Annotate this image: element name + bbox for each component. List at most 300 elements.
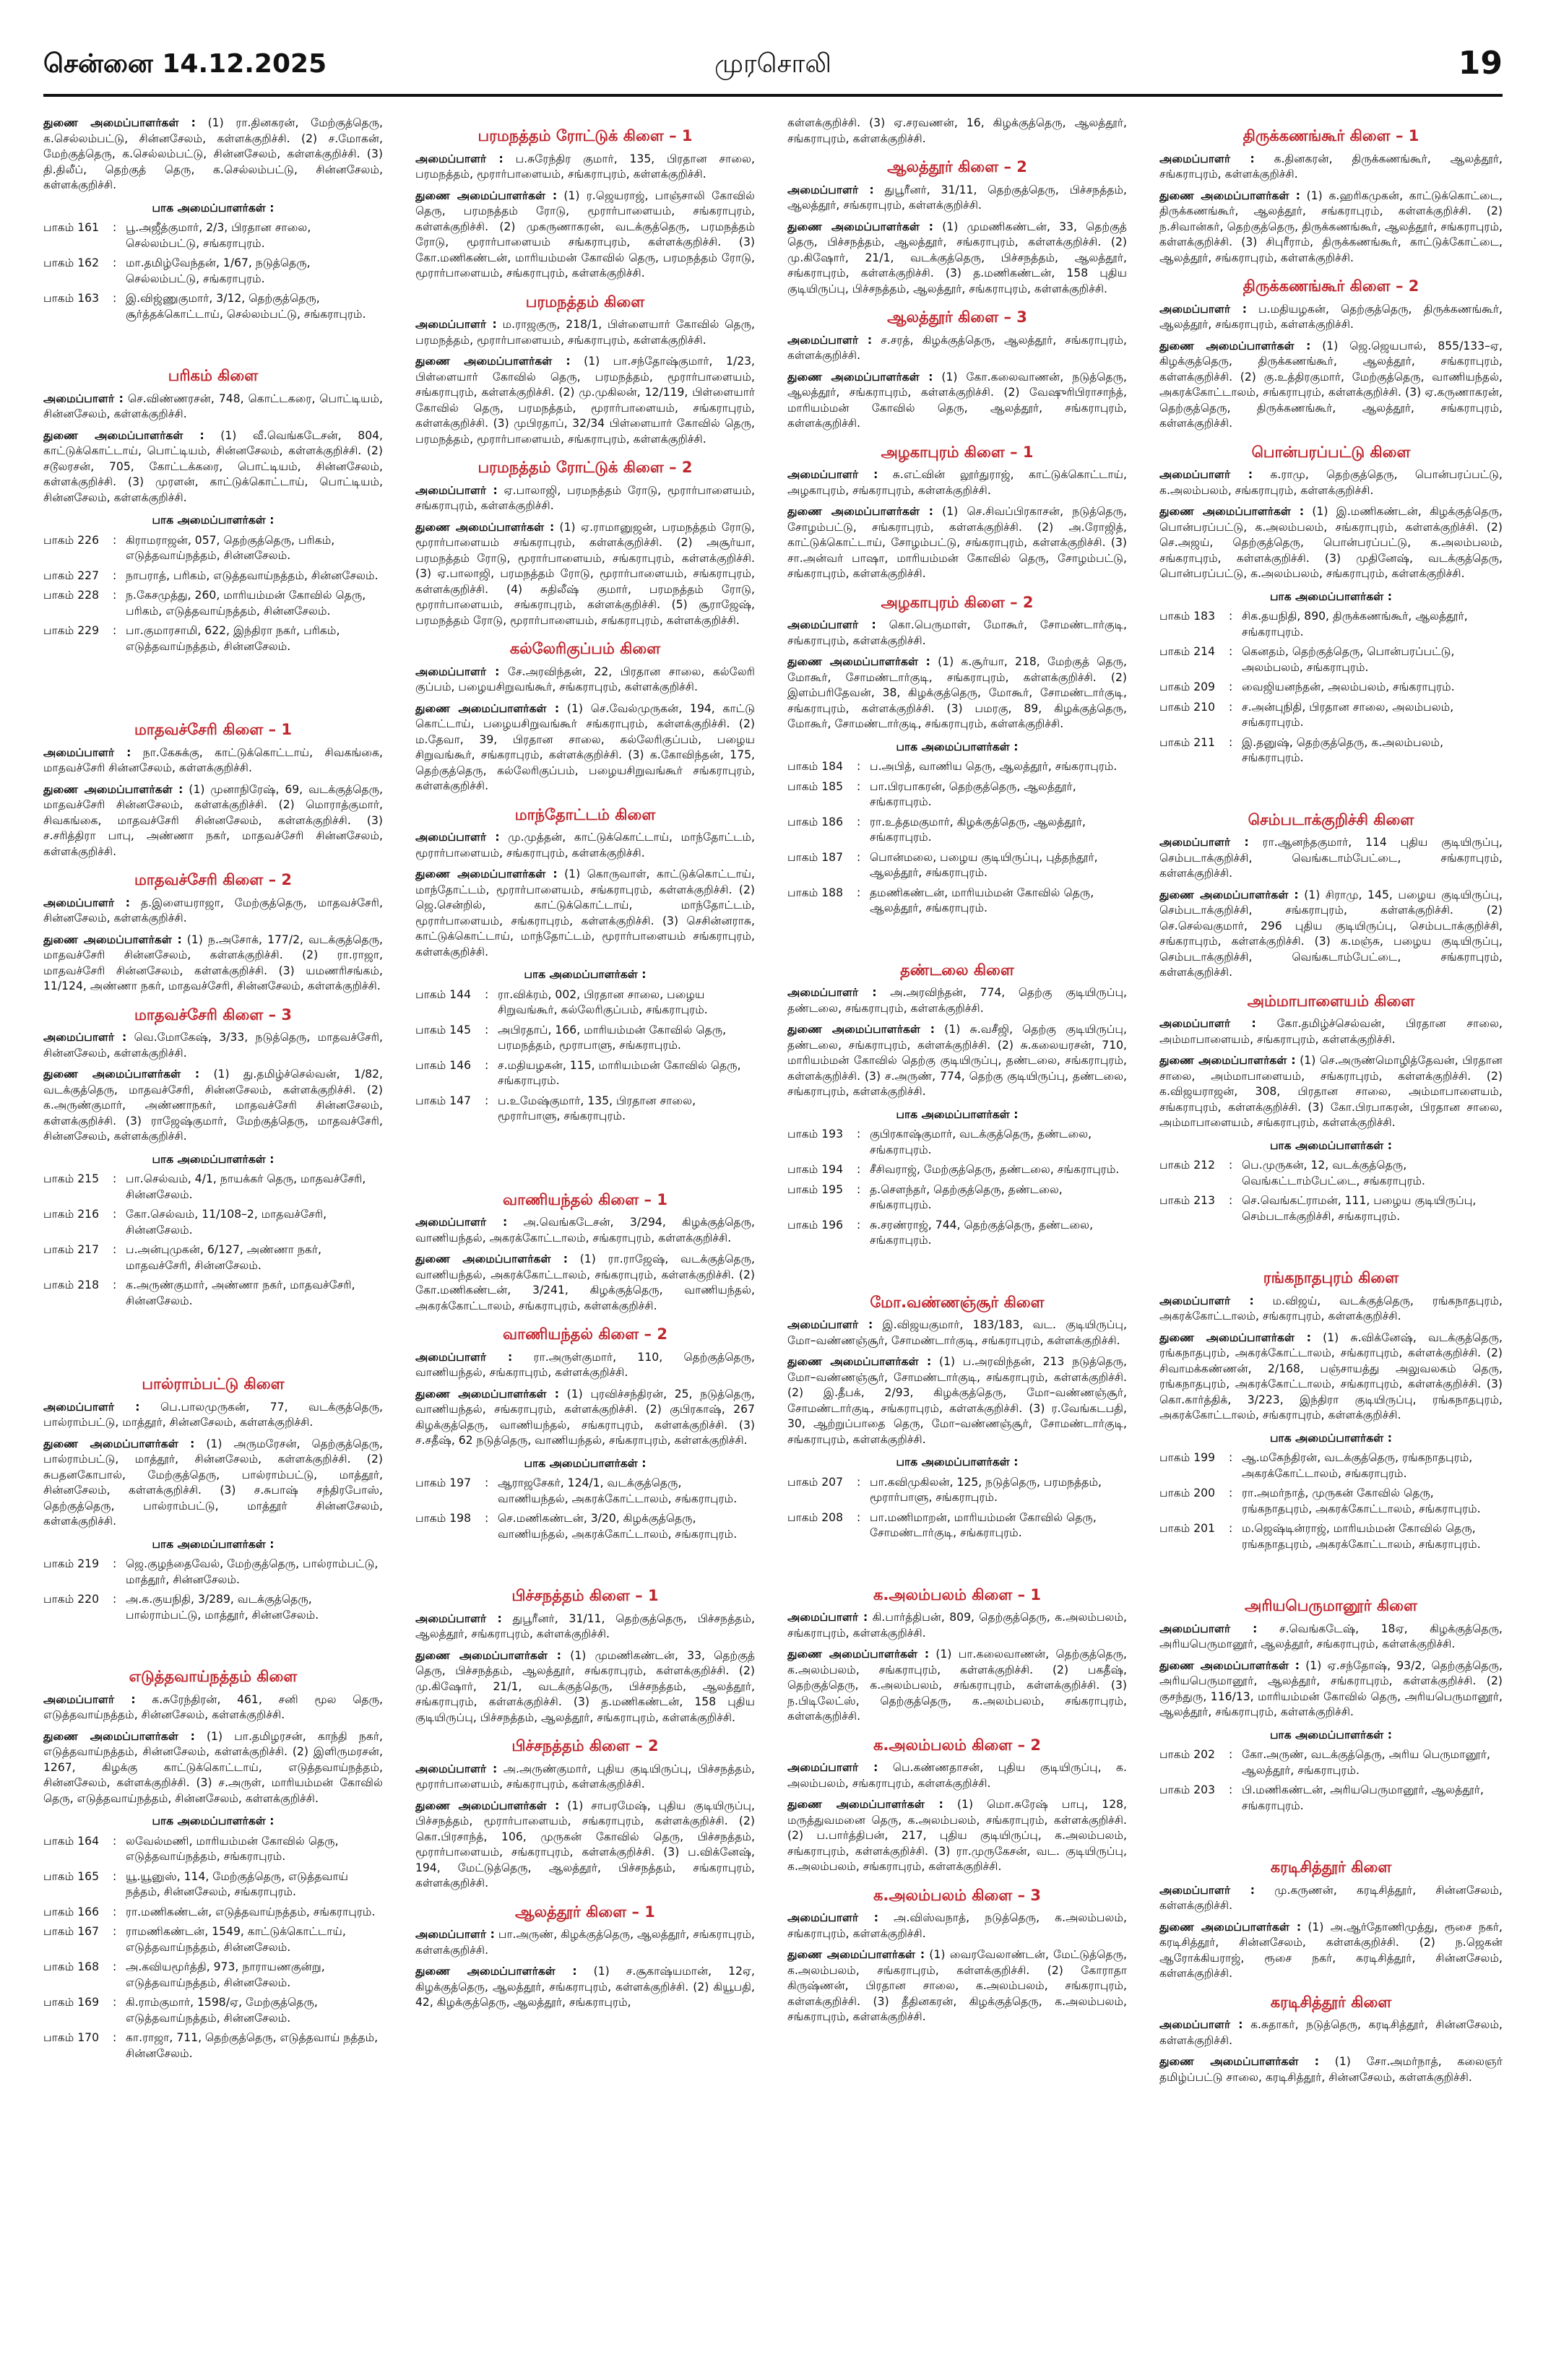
booth-row (1159, 609, 1503, 640)
role-label: துணை அமைப்பாளர்கள் : (787, 1648, 930, 1661)
booth-number: பாகம் 164 (43, 1834, 99, 1848)
role-label: துணை அமைப்பாளர்கள் : (43, 1437, 195, 1450)
role-label: அமைப்பாளர் : (787, 1911, 879, 1924)
section-subheading: பாக அமைப்பாளர்கள் : (1269, 1431, 1393, 1445)
booth-number: பாகம் 218 (43, 1278, 99, 1291)
booth-number: பாகம் 188 (787, 886, 843, 899)
role-label: துணை அமைப்பாளர்கள் : (1159, 1054, 1296, 1067)
booth-number: பாகம் 145 (415, 1023, 471, 1037)
branch-heading: எடுத்தவாய்நத்தம் கிளை (129, 1668, 298, 1685)
member-details: (1) அ.ஆர்தோணிமுத்து, ரூசை நகர், கரடிசித்தூர், சின்னசேலம், கள்ளக்குறிச்சி. (2) ந.ஜெகன் ஆரோக்கியராஜ், ரூசை நகர், கரடிசித்தூர், சின்னசேலம், கள்ளக்குறிச்சி. (1159, 1920, 1503, 1980)
role-label: அமைப்பாளர் : (787, 333, 873, 347)
member-entry (43, 1729, 383, 1807)
role-label: துணை அமைப்பாளர்கள் : (1159, 1330, 1311, 1344)
booth-details: ம.ஜெஷ்டின்ராஜ், மாரியம்மன் கோவில் தெரு, ரங்கநாதபுரம், அகரக்கோட்டாலம், சங்கராபுரம். (1242, 1522, 1481, 1551)
booth-row (1159, 680, 1503, 696)
role-label: துணை அமைப்பாளர்கள் : (415, 520, 555, 534)
member-details: மு.முத்தன், காட்டுக்கொட்டாய், மாந்தோட்டம், மூரார்பாளையம், சங்கராபுரம், கள்ளக்குறிச்சி. (415, 831, 755, 860)
booth-number: பாகம் 167 (43, 1925, 99, 1938)
branch-heading: பரமநத்தம் கிளை (525, 293, 645, 311)
booth-details: பூ.அஜீத்குமார், 2/3, பிரதான சாலை, செல்லம்பட்டு, சங்கராபுரம். (126, 221, 311, 250)
booth-row (787, 1510, 1127, 1541)
separator: : (113, 1208, 117, 1221)
role-label: அமைப்பாளர் : (1159, 836, 1249, 849)
role-label: துணை அமைப்பாளர்கள் : (43, 1068, 200, 1081)
booth-number: பாகம் 210 (1159, 700, 1215, 714)
booth-number: பாகம் 213 (1159, 1194, 1215, 1207)
booth-number: பாகம் 220 (43, 1593, 99, 1606)
member-details: க.தினகரன், திருக்கணங்கூர், ஆலத்தூர், சங்கராபுரம், கள்ளக்குறிச்சி. (1159, 152, 1503, 181)
member-details: துபூரீனர், 31/11, தெற்குத்தெரு, பிச்சநத்தம், ஆலத்தூர், சங்கராபுரம், கள்ளக்குறிச்சி. (787, 183, 1127, 212)
member-entry (415, 1799, 755, 1892)
separator: : (857, 1163, 861, 1176)
branch-heading: மாந்தோட்டம் கிளை (514, 805, 656, 823)
booth-row (415, 1476, 755, 1507)
role-label: அமைப்பாளர் : (1159, 2018, 1243, 2031)
member-entry (1159, 467, 1503, 498)
booth-details: பா.குமாரசாமி, 622, இந்திரா நகர், பரிகம், எடுத்தவாய்நத்தம், சின்னசேலம். (126, 624, 340, 653)
member-entry (787, 1610, 1127, 1641)
member-details: (1) ஏ.சந்தோஷ், 93/2, தெற்குத்தெரு, அரியபெருமானூர், ஆலத்தூர், சங்கராபுரம், கள்ளக்குறிச்சி. (2) குசந்துரு, 116/13, மாரியம்மன் கோவில் தெரு, அரியபெருமானூர், ஆலத்தூர், சங்கராபுரம், கள்ளக்குறிச்சி. (1159, 1658, 1503, 1718)
booth-row (1159, 1521, 1503, 1552)
separator: : (485, 1058, 489, 1072)
spacer (43, 659, 383, 709)
member-details: இ.விஜயகுமார், 183/183, வட. குடியிருப்பு, மோ–வண்ணஞ்சூர், சோமண்டார்குடி, சங்கராபுரம், கள்ளக்குறிச்சி. (787, 1318, 1127, 1347)
branch-heading: மாதவச்சேரி கிளை – 2 (134, 871, 292, 888)
spacer (415, 1129, 755, 1180)
booth-row (787, 1162, 1127, 1178)
member-details: (1) செ.சிவப்பிரகாசன், நடுத்தெரு, சோழம்பட்டு, சங்கராபுரம், கள்ளக்குறிச்சி. (2) அ.ரோஜித், காட்டுக்கொட்டாய், சோழம்பட்டு, சங்கராபுரம், கள்ளக்குறிச்சி. (3) சா.அன்வர் பாஷா, மாரியம்மன் கோவில் தெரு, சோழம்பட்டு, சங்கராபுரம், கள்ளக்குறிச்சி. (787, 505, 1127, 580)
booth-details: ரா.அமர்நாத், முருகன் கோவில் தெரு, ரங்கநாதபுரம், அகரக்கோட்டாலம், சங்கராபுரம். (1242, 1487, 1481, 1515)
booth-number: பாகம் 200 (1159, 1487, 1215, 1500)
booth-row (1159, 1158, 1503, 1189)
role-label: அமைப்பாளர் : (415, 152, 503, 165)
booth-number: பாகம் 169 (43, 1996, 99, 2009)
booth-details: ரா.உத்தமகுமார், கிழக்குத்தெரு, ஆலத்தூர், சங்கராபுரம். (870, 815, 1086, 844)
member-entry (1159, 189, 1503, 267)
role-label: துணை அமைப்பாளர்கள் : (1159, 189, 1300, 202)
booth-row (43, 1905, 383, 1921)
booth-details: அபிரதாப், 166, மாரியம்மன் கோவில் தெரு, பரமநத்தம், மூராபாளு, சங்கராபுரம். (498, 1023, 727, 1052)
role-label: அமைப்பாளர் : (787, 1318, 873, 1331)
member-details: (1) சோ.அமர்நாத், கலைஞர் தமிழ்ப்பட்டு சாலை, கரடிசித்தூர், சின்னசேலம், கள்ளக்குறிச்சி. (1159, 2055, 1503, 2084)
booth-number: பாகம் 215 (43, 1172, 99, 1185)
booth-row (43, 256, 383, 287)
booth-number: பாகம் 217 (43, 1243, 99, 1256)
booth-number: பாகம் 161 (43, 221, 99, 234)
member-details: த.இளையராஜா, மேற்குத்தெரு, மாதவச்சேரி, சின்னசேலம், கள்ளக்குறிச்சி. (43, 896, 383, 925)
separator: : (857, 850, 861, 864)
booth-row (415, 1511, 755, 1542)
member-entry (43, 391, 383, 423)
branch-heading: க.அலம்பலம் கிளை – 1 (873, 1585, 1042, 1604)
member-entry (1159, 1920, 1503, 1982)
booth-row (43, 1172, 383, 1203)
booth-number: பாகம் 163 (43, 292, 99, 305)
role-label: அமைப்பாளர் : (43, 1031, 127, 1044)
member-entry (415, 1927, 755, 1958)
booth-row (1159, 1783, 1503, 1814)
booth-details: ப.அபித், வாணிய தெரு, ஆலத்தூர், சங்கராபுரம். (870, 760, 1118, 773)
member-entry (43, 932, 383, 995)
member-entry (415, 189, 755, 282)
member-entry (787, 1797, 1127, 1875)
booth-details: இ.தனுஷ், தெற்குத்தெரு, க.அலம்பலம், சங்கராபுரம். (1242, 735, 1444, 764)
booth-row (43, 291, 383, 322)
member-details: துபூரீனர், 31/11, தெற்குத்தெரு, பிச்சநத்தம், ஆலத்தூர், சங்கராபுரம், கள்ளக்குறிச்சி. (415, 1611, 755, 1640)
separator: : (1229, 1487, 1233, 1500)
separator: : (857, 1510, 861, 1524)
member-details: (1) புரவிச்சந்திரன், 25, நடுத்தெரு, வாணியந்தல், சங்கராபுரம், கள்ளக்குறிச்சி. (2) குபிரகாஷ், 267 கிழக்குத்தெரு, வாணியந்தல், சங்கராபுரம், கள்ளக்குறிச்சி. (3) ச.சதீஷ், 62 நடுத்தெரு, வாணியந்தல், சங்கராபுரம், கள்ளக்குறிச்சி. (415, 1387, 755, 1447)
member-entry (43, 896, 383, 927)
role-label: துணை அமைப்பாளர்கள் : (415, 1387, 559, 1401)
section-subheading: பாக அமைப்பாளர்கள் : (1269, 1728, 1393, 1741)
member-entry (415, 1648, 755, 1726)
section-subheading: பாக அமைப்பாளர்கள் : (896, 1455, 1019, 1468)
member-details: (1) சாபரமேஷ், புதிய குடியிருப்பு, பிச்சநத்தம், மூரார்பாளையம், சங்கராபுரம், கள்ளக்குறிச்சி. (2) கொ.பிரசாந்த், 106, முருகன் கோவில் தெரு, பிச்சநத்தம், மூரார்பாளையம், சங்கராபுரம், கள்ளக்குறிச்சி. (3) ப.விக்னேஷ், 194, மேட்டுத்தெரு, ஆலத்தூர், பிச்சநத்தம், சங்கராபுரம், கள்ளக்குறிச்சி. (415, 1799, 755, 1890)
page-number: 19 (1458, 45, 1503, 82)
booth-number: பாகம் 185 (787, 779, 843, 793)
member-entry (1159, 835, 1503, 882)
booth-number: பாகம் 146 (415, 1058, 471, 1072)
member-entry (415, 520, 755, 629)
branch-heading: க.அலம்பலம் கிளை – 2 (873, 1736, 1042, 1754)
booth-number: பாகம் 229 (43, 624, 99, 637)
separator: : (857, 815, 861, 828)
role-label: துணை அமைப்பாளர்கள் : (43, 782, 183, 796)
member-entry (787, 1947, 1127, 2025)
booth-number: பாகம் 197 (415, 1476, 471, 1489)
separator: : (485, 1094, 489, 1107)
member-details: (1) இ.மணிகண்டன், கிழக்குத்தெரு, பொன்பரப்பட்டு, க.அலம்பலம், சங்கராபுரம், கள்ளக்குறிச்சி. (2) செ.அஜய், தெற்குத்தெரு, பொன்பரப்பட்டு, க.அலம்பலம், சங்கராபுரம், கள்ளக்குறிச்சி. (3) முதினேஷ், வடக்குத்தெரு, பொன்பரப்பட்டு, க.அலம்பலம், சங்கராபுரம், கள்ளக்குறிச்சி. (1159, 505, 1503, 580)
role-label: துணை அமைப்பாளர்கள் : (43, 116, 196, 129)
booth-number: பாகம் 199 (1159, 1451, 1215, 1464)
member-details: (1) சிராமு, 145, பழைய குடியிருப்பு, செம்படாக்குறிச்சி, சங்கராபுரம், கள்ளக்குறிச்சி. (2) செ.செல்வகுமார், 296 புதிய குடியிருப்பு, செம்படாக்குறிச்சி, சங்கராபுரம், கள்ளக்குறிச்சி. (3) க.மஞ்சு, பழைய குடியிருப்பு, செம்படாக்குறிச்சி, வெங்கடாம்பேட்டை, சங்கராபுரம், கள்ளக்குறிச்சி. (1159, 888, 1503, 979)
branch-heading: திருக்கணங்கூர் கிளை – 1 (1242, 127, 1419, 144)
separator: : (113, 221, 117, 234)
member-entry (415, 354, 755, 447)
member-entry (43, 745, 383, 776)
role-label: துணை அமைப்பாளர்கள் : (415, 1965, 577, 1978)
booth-details: ப.உமேஷ்குமார், 135, பிரதான சாலை, மூரார்பாளு, சங்கராபுரம். (498, 1094, 696, 1122)
branch-heading: வாணியந்தல் கிளை – 2 (503, 1325, 667, 1343)
member-entry (1159, 1658, 1503, 1721)
separator: : (113, 1925, 117, 1938)
member-details: கொ.பெருமாள், மோகூர், சோமண்டார்குடி, சங்கராபுரம், கள்ளக்குறிச்சி. (787, 618, 1127, 647)
masthead (43, 45, 1503, 84)
separator: : (1229, 1783, 1233, 1796)
booth-details: பொன்மலை, பழைய குடியிருப்பு, புத்தந்தூர், ஆலத்தூர், சங்கராபுரம். (870, 850, 1098, 879)
member-entry (415, 1252, 755, 1314)
member-details: பா.அருண், கிழக்குத்தெரு, ஆலத்தூர், சங்கராபுரம், கள்ளக்குறிச்சி. (415, 1928, 755, 1957)
booth-details: ஆராஜசேகர், 124/1, வடக்குத்தெரு, வாணியந்தல், அகரக்கோட்டாலம், சங்கராபுரம். (498, 1476, 738, 1505)
separator: : (857, 886, 861, 899)
booth-details: அ.க.குயநிதி, 3/289, வடக்குத்தெரு, பால்ராம்பட்டு, மாத்தூர், சின்னசேலம். (126, 1593, 319, 1622)
member-entry (1159, 339, 1503, 432)
member-details: வெ.மோகேஷ், 3/33, நடுத்தெரு, மாதவச்சேரி, சின்னசேலம், கள்ளக்குறிச்சி. (43, 1031, 383, 1060)
branch-heading: திருக்கணங்கூர் கிளை – 2 (1242, 277, 1419, 295)
branch-heading: கல்லேரிகுப்பம் கிளை (509, 640, 661, 657)
member-details: (1) பா.சந்தோஷ்குமார், 1/23, பிள்ளையார் கோவில் தெரு, பரமநத்தம், மூரார்பாளையம், சங்கராபுரம், கள்ளக்குறிச்சி. (2) மு.முகிலன், 12/119, பிள்ளையார் கோவில் தெரு, பரமநத்தம், மூரார்பாளையம், சங்கராபுரம், கள்ளக்குறிச்சி. (3) முபிரதாப், 32/34 பிள்ளையார் கோவில் தெரு, பரமநத்தம், மூரார்பாளையம், சங்கராபுரம், கள்ளக்குறிச்சி. (415, 355, 755, 446)
role-label: துணை அமைப்பாளர்கள் : (787, 220, 934, 233)
booth-details: லவேல்மணி, மாரியம்மன் கோவில் தெரு, எடுத்தவாய்நத்தம், சங்கராபுரம். (126, 1834, 339, 1863)
booth-details: பா.பிரபாகரன், தெற்குத்தெரு, ஆலத்தூர், சங்கராபுரம். (870, 779, 1076, 808)
member-entry (787, 1760, 1127, 1791)
member-entry (787, 1354, 1127, 1448)
role-label: அமைப்பாளர் : (43, 1692, 136, 1706)
booth-row (43, 1592, 383, 1623)
role-label: அமைப்பாளர் : (415, 665, 500, 678)
column-1 (43, 116, 383, 2340)
booth-row (787, 1182, 1127, 1213)
member-details: (1) சு.வசீஜி, தெற்கு குடியிருப்பு, தண்டலை, சங்கராபுரம், கள்ளக்குறிச்சி. (2) சு.கலையரசன், 710, மாரியம்மன் கோவில் தெற்கு குடியிருப்பு, தண்டலை, சங்கராபுரம், கள்ளக்குறிச்சி. (3) ச.அருண், 774, தெற்கு குடியிருப்பு, தண்டலை, சங்கராபுரம், கள்ளக்குறிச்சி. (787, 1023, 1127, 1098)
booth-details: நாபராத், பரிகம், எடுத்தவாய்நத்தம், சின்னசேலம். (126, 568, 379, 582)
spacer (43, 1313, 383, 1364)
booth-row (415, 987, 755, 1018)
member-entry (415, 317, 755, 348)
member-details: (1) க.சூர்யா, 218, மேற்குத் தெரு, மோகூர், சோமண்டார்குடி, சங்கராபுரம், கள்ளக்குறிச்சி. (2) இளம்பரிதேவன், 38, கிழக்குத்தெரு, மோகூர், சோமண்டார்குடி, சங்கராபுரம், கள்ளக்குறிச்சி. (3) பமரகு, 89, கிழக்குத்தெரு, மோகூர், சோமண்டார்குடி, சங்கராபுரம், கள்ளக்குறிச்சி. (787, 655, 1127, 730)
booth-row (787, 886, 1127, 917)
booth-number: பாகம் 209 (1159, 680, 1215, 693)
separator: : (485, 1476, 489, 1489)
booth-number: பாகம் 202 (1159, 1748, 1215, 1761)
section-subheading: பாக அமைப்பாளர்கள் : (152, 1537, 275, 1551)
member-entry (415, 1350, 755, 1381)
member-entry (787, 1647, 1127, 1725)
booth-details: சு.சரண்ராஜ், 744, தெற்குத்தெரு, தண்டலை, சங்கராபுரம். (870, 1218, 1094, 1247)
role-label: அமைப்பாளர் : (1159, 302, 1247, 316)
member-details: அ.வெங்கடேசன், 3/294, கிழக்குத்தெரு, வாணியந்தல், அகரக்கோட்டாலம், சங்கராபுரம், கள்ளக்குறிச்சி. (415, 1216, 755, 1245)
separator: : (485, 1512, 489, 1525)
member-details: (1) க.ஹரிகமுகன், காட்டுக்கொட்டை, திருக்கணங்கூர், ஆலத்தூர், சங்கராபுரம், கள்ளக்குறிச்சி. (2) ந.சிவான்கர், தெற்குத்தெரு, திருக்கணங்கூர், ஆலத்தூர், சங்கராபுரம், கள்ளக்குறிச்சி. (3) சிபுரீராம், திருக்கணங்கூர், காட்டுக்கோட்டை, ஆலத்தூர், சங்கராபுரம், கள்ளக்குறிச்சி. (1159, 189, 1503, 264)
booth-number: பாகம் 147 (415, 1094, 471, 1107)
separator: : (113, 292, 117, 305)
branch-heading: பரமநத்தம் ரோட்டுக் கிளை – 1 (477, 127, 693, 144)
booth-row (43, 1834, 383, 1865)
member-details: (1) ஜெ.ஜெயபால், 855/133–ஏ, கிழக்குத்தெரு, திருக்கணங்கூர், ஆலத்தூர், சங்கராபுரம், கள்ளக்குறிச்சி. (2) கு.உத்திரகுமார், மேற்குத்தெரு, வாணியந்தல், அகரக்கோட்டாலம், சங்கராபுரம், கள்ளக்குறிச்சி. (3) ஏ.கருணாகரன், தெற்குத்தெரு, திருக்கணங்கூர், ஆலத்தூர், சங்கராபுரம், கள்ளக்குறிச்சி. (1159, 339, 1503, 430)
booth-details: பெ.முருகன், 12, வடக்குத்தெரு, வெங்கட்டாம்பேட்டை, சங்கராபுரம். (1242, 1159, 1426, 1187)
section-subheading: பாக அமைப்பாளர்கள் : (1269, 589, 1393, 603)
member-entry (787, 1911, 1127, 1942)
member-entry (415, 665, 755, 696)
member-details: க.ராமு, தெற்குத்தெரு, பொன்பரப்பட்டு, க.அலம்பலம், சங்கராபுரம், கள்ளக்குறிச்சி. (1159, 468, 1503, 497)
member-entry (787, 220, 1127, 298)
member-details: க.சுதாகர், நடுத்தெரு, கரடிசித்தூர், சின்னசேலம், கள்ளக்குறிச்சி. (1159, 2018, 1503, 2047)
booth-details: ஆ.மகேந்திரன், வடக்குத்தெரு, ரங்கநாதபுரம், அகரக்கோட்டாலம், சங்கராபுரம். (1242, 1451, 1473, 1480)
booth-details: மா.தமிழ்வேந்தன், 1/67, நடுத்தெரு, செல்லம்பட்டு, சங்கராபுரம். (126, 256, 311, 285)
branch-heading: பொன்பரப்பட்டு கிளை (1251, 443, 1411, 461)
booth-row (43, 623, 383, 654)
separator: : (857, 779, 861, 793)
booth-details: யூ.யூனுஸ், 114, மேற்குத்தெரு, எடுத்தவாய் நத்தம், சின்னசேலம், சங்கராபுரம். (126, 1869, 348, 1898)
role-label: துணை அமைப்பாளர்கள் : (1159, 1658, 1300, 1672)
branch-heading: கரடிசித்தூர் கிளை (1270, 1993, 1392, 2011)
branch-heading: ஆலத்தூர் கிளை – 2 (887, 158, 1027, 176)
booth-number: பாகம் 226 (43, 533, 99, 547)
role-label: அமைப்பாளர் : (415, 1216, 508, 1229)
booth-details: செ.மணிகண்டன், 3/20, கிழக்குத்தெரு, வாணியந்தல், அகரக்கோட்டாலம், சங்கராபுரம். (498, 1512, 738, 1541)
branch-heading: அழகாபுரம் கிளை – 2 (881, 593, 1034, 611)
role-label: அமைப்பாளர் : (787, 183, 874, 196)
branch-heading: பிச்சநத்தம் கிளை – 2 (511, 1737, 659, 1754)
booth-number: பாகம் 165 (43, 1869, 99, 1883)
section-subheading: பாக அமைப்பாளர்கள் : (896, 1107, 1019, 1121)
booth-row (1159, 700, 1503, 731)
separator: : (857, 1182, 861, 1196)
member-entry (415, 1611, 755, 1643)
role-label: துணை அமைப்பாளர்கள் : (787, 1355, 932, 1368)
separator: : (857, 1128, 861, 1141)
role-label: அமைப்பாளர் : (1159, 468, 1253, 481)
booth-row (787, 759, 1127, 775)
booth-number: பாகம் 144 (415, 987, 471, 1001)
member-entry (1159, 2054, 1503, 2085)
member-entry (43, 1692, 383, 1723)
branch-heading: பரிகம் கிளை (168, 367, 259, 384)
spacer (1159, 771, 1503, 800)
member-entry (1159, 1294, 1503, 1325)
spacer (787, 1546, 1127, 1575)
member-entry (43, 782, 383, 860)
member-details: செ.விண்ணரசன், 748, கொட்டகரை, பொட்டியம், சின்னசேலம், கள்ளக்குறிச்சி. (43, 391, 383, 420)
member-details: (1) சு.விக்னேஷ், வடக்குத்தெரு, ரங்கநாதபுரம், அகரக்கோட்டாலம், சங்கராபுரம், கள்ளக்குறிச்சி. (2) சிவாமக்கண்ணன், 2/168, பஞ்சாயத்து அலுவலகம் தெரு, ரங்கநாதபுரம், அகரக்கோட்டாலம், சங்கராபுரம், கள்ளக்குறிச்சி. (3) கொ.கார்த்திக், 3/223, இந்திரா குடியிருப்பு, ரங்கநாதபுரம், அகரக்கோட்டாலம், சங்கராபுரம், கள்ளக்குறிச்சி. (1159, 1330, 1503, 1421)
member-entry (787, 1317, 1127, 1349)
spacer (1159, 1818, 1503, 1847)
branch-heading: ஆலத்தூர் கிளை – 3 (887, 308, 1027, 326)
role-label: துணை அமைப்பாளர்கள் : (787, 1023, 935, 1036)
booth-details: வைஜியனந்தன், அலம்பலம், சங்கராபுரம். (1242, 680, 1455, 693)
section-subheading: பாக அமைப்பாளர்கள் : (1269, 1138, 1393, 1152)
role-label: அமைப்பாளர் : (1159, 1883, 1255, 1897)
member-details: அ.அரவிந்தன், 774, தெற்கு குடியிருப்பு, தண்டலை, சங்கராபுரம், கள்ளக்குறிச்சி. (787, 986, 1127, 1015)
member-entry (1159, 1330, 1503, 1424)
section-subheading: பாக அமைப்பாளர்கள் : (152, 201, 275, 215)
spacer (787, 921, 1127, 950)
member-details: (1) வைரவேலாண்டன், மேட்டுத்தெரு, க.அலம்பலம், சங்கராபுரம், கள்ளக்குறிச்சி. (2) கோராதா கிருஷ்ணன், பிரதான சாலை, க.அலம்பலம், சங்கராபுரம், கள்ளக்குறிச்சி. (3) தீதினகரன், கிழக்குத்தெரு, க.அலம்பலம், சங்கராபுரம், கள்ளக்குறிச்சி. (787, 1948, 1127, 2023)
member-details: (1) து.தமிழ்ச்செல்வன், 1/82, வடக்குத்தெரு, மாதவச்சேரி, சின்னசேலம், கள்ளக்குறிச்சி. (2) க.அருண்குமார், அண்ணாநகர், மாதவச்சேரி சின்னசேலம், கள்ளக்குறிச்சி. (3) ராஜேஷ்குமார், மேற்குத்தெரு, மாதவச்சேரி, சின்னசேலம், கள்ளக்குறிச்சி. (43, 1068, 383, 1143)
booth-number: பாகம் 203 (1159, 1783, 1215, 1796)
booth-number: பாகம் 211 (1159, 735, 1215, 749)
role-label: அமைப்பாளர் : (43, 896, 130, 909)
booth-details: பா.மணிமாறன், மாரியம்மன் கோவில் தெரு, சோமண்டார்குடி, சங்கராபுரம். (870, 1510, 1097, 1539)
role-label: அமைப்பாளர் : (787, 468, 878, 481)
member-details: (1) செ.அருண்மொழித்தேவன், பிரதான சாலை, அம்மாபாளையம், சங்கராபுரம், கள்ளக்குறிச்சி. (2) க.விஜயராஜன், 308, பிரதான சாலை, அம்மாபாளையம், சங்கராபுரம், கள்ளக்குறிச்சி. (3) கோ.பிரபாகரன், பிரதான சாலை, அம்மாபாளையம், சங்கராபுரம், கள்ளக்குறிச்சி. (1159, 1054, 1503, 1129)
separator: : (113, 1960, 117, 1973)
booth-details: செ.வெங்கட்ராமன், 111, பழைய குடியிருப்பு, செம்படாக்குறிச்சி, சங்கராபுரம். (1242, 1194, 1477, 1223)
role-label: துணை அமைப்பாளர்கள் : (43, 1729, 195, 1743)
separator: : (113, 1593, 117, 1606)
member-details: (1) ரா.தினகரன், மேற்குத்தெரு, க.செல்லம்பட்டு, சின்னசேலம், கள்ளக்குறிச்சி. (2) ச.மோகன், மேற்குத்தெரு, க.செல்லம்பட்டு, சின்னசேலம், கள்ளக்குறிச்சி. (3) தி.திலீப், தெற்குத் தெரு, க.செல்லம்பட்டு, சின்னசேலம், கள்ளக்குறிச்சி. (43, 116, 383, 191)
booth-row (43, 1960, 383, 1991)
role-label: துணை அமைப்பாளர்கள் : (1159, 339, 1311, 352)
member-entry (1159, 1622, 1503, 1653)
role-label: துணை அமைப்பாளர்கள் : (415, 189, 558, 202)
member-entry (415, 152, 755, 183)
member-entry (787, 116, 1127, 147)
member-details: கி.பார்த்திபன், 809, தெற்குத்தெரு, க.அலம்பலம், சங்கராபுரம், கள்ளக்குறிச்சி. (787, 1611, 1127, 1640)
member-entry (1159, 504, 1503, 582)
member-entry (787, 504, 1127, 582)
member-details: (1) ரா.ராஜேஷ், வடக்குத்தெரு, வாணியந்தல், அகரக்கோட்டாலம், சங்கராபுரம், கள்ளக்குறிச்சி. (2) கோ.மணிகண்டன், 3/241, கிழக்குத்தெரு, வாணியந்தல், அகரக்கோட்டாலம், சங்கராபுரம், கள்ளக்குறிச்சி. (415, 1252, 755, 1312)
member-details: (1) ர.ஜெயராஜ், பாஞ்சாலி கோவில் தெரு, பரமநத்தம் ரோடு, மூரார்பாளையம், சங்கராபுரம், கள்ளக்குறிச்சி. (2) முகருணாகரன், வடக்குத்தெரு, பரமநத்தம் ரோடு, மூரார்பாளையம் சங்கராபுரம், கள்ளக்குறிச்சி. (3) கோ.மணிகண்டன், மாரியம்மன் கோவில் தெரு, பரமநத்தம் ரோடு, மூரார்பாளையம், சங்கராபுரம், கள்ளக்குறிச்சி. (415, 189, 755, 280)
booth-number: பாகம் 170 (43, 2031, 99, 2044)
role-label: துணை அமைப்பாளர்கள் : (1159, 505, 1305, 518)
booth-number: பாகம் 212 (1159, 1159, 1215, 1172)
branch-heading: ஆலத்தூர் கிளை – 1 (515, 1903, 655, 1921)
booth-row (787, 815, 1127, 846)
booth-number: பாகம் 193 (787, 1128, 843, 1141)
role-label: துணை அமைப்பாளர்கள் : (415, 867, 558, 880)
booth-number: பாகம் 194 (787, 1163, 843, 1176)
booth-row (1159, 644, 1503, 675)
role-label: அமைப்பாளர் : (415, 318, 497, 331)
member-details: கோ.தமிழ்ச்செல்வன், பிரதான சாலை, அம்மாபாளையம், சங்கராபுரம், கள்ளக்குறிச்சி. (1159, 1017, 1503, 1046)
member-entry (415, 701, 755, 795)
member-details: ரா.ஆனந்தகுமார், 114 புதிய குடியிருப்பு, செம்படாக்குறிச்சி, வெங்கடாம்பேட்டை, சங்கராபுரம், கள்ளக்குறிச்சி. (1159, 836, 1503, 880)
member-details: க.சுரேந்திரன், 461, சனி மூல தெரு, எடுத்தவாய்நத்தம், சின்னசேலம், கள்ளக்குறிச்சி. (43, 1692, 383, 1721)
section-subheading: பாக அமைப்பாளர்கள் : (524, 968, 647, 981)
section-subheading: பாக அமைப்பாளர்கள் : (524, 1456, 647, 1470)
separator: : (1229, 610, 1233, 623)
booth-details: ரா.மணிகண்டன், எடுத்தவாய்நத்தம், சங்கராபுரம். (126, 1905, 376, 1918)
member-details: (1) வீ.வெங்கடேசன், 804, காட்டுக்கொட்டாய், பொட்டியம், சின்னசேலம், கள்ளக்குறிச்சி. (2) சடூலரசன், 705, கோட்டக்கரை, பொட்டியம், சின்னசேலம், கள்ளக்குறிச்சி. (3) முரளன், காட்டுக்கொட்டாய், பொட்டியம், சின்னசேலம், கள்ளக்குறிச்சி. (43, 428, 383, 504)
separator: : (1229, 1451, 1233, 1464)
member-details: (1) முனாநிரேஷ், 69, வடக்குத்தெரு, மாதவச்சேரி சின்னசேலம், கள்ளக்குறிச்சி. (2) மொராத்குமார், சிவகங்கை, மாதவச்சேரி சின்னசேலம், கள்ளக்குறிச்சி. (3) ச.சரித்திரா பாபு, அண்ணா நகர், மாதவச்சேரி சின்னசேலம், கள்ளக்குறிச்சி. (43, 782, 383, 858)
separator: : (113, 589, 117, 602)
member-entry (787, 370, 1127, 432)
branch-heading: மாதவச்சேரி கிளை – 1 (134, 721, 292, 738)
branch-heading: பிச்சநத்தம் கிளை – 1 (511, 1587, 659, 1604)
member-details: ப.மதியழகன், தெற்குத்தெரு, திருக்கணங்கூர், ஆலத்தூர், சங்கராபுரம், கள்ளக்குறிச்சி. (1159, 302, 1503, 331)
booth-row (1159, 1486, 1503, 1517)
role-label: அமைப்பாளர் : (787, 1761, 878, 1774)
role-label: அமைப்பாளர் : (787, 618, 876, 631)
booth-row (1159, 1450, 1503, 1481)
booth-details: சீசிவராஜ், மேற்குத்தெரு, தண்டலை, சங்கராபுரம். (870, 1163, 1120, 1176)
separator: : (113, 533, 117, 547)
separator: : (113, 1869, 117, 1883)
newspaper-name: முரசொலி (714, 49, 831, 79)
booth-details: ராமணிகண்டன், 1549, காட்டுக்கொட்டாய், எடுத்தவாய்நத்தம், சின்னசேலம். (126, 1925, 346, 1954)
booth-row (1159, 1193, 1503, 1224)
booth-row (43, 1242, 383, 1273)
member-entry (43, 116, 383, 194)
booth-row (787, 850, 1127, 881)
member-details: (1) அருமரேசன், தெற்குத்தெரு, பால்ராம்பட்டு, மாத்தூர், சின்னசேலம், கள்ளக்குறிச்சி. (2) சுபதனகோபால், மேற்குத்தெரு, பால்ராம்பட்டு, மாத்தூர், சின்னசேலம், கள்ளக்குறிச்சி. (3) ச.சுபாஷ் சந்திரபோஸ், தெற்குத்தெரு, பால்ராம்பட்டு, மாத்தூர் சின்னசேலம், கள்ளக்குறிச்சி. (43, 1437, 383, 1528)
section-subheading: பாக அமைப்பாளர்கள் : (152, 1814, 275, 1827)
member-entry (1159, 2017, 1503, 2048)
branch-heading: பரமநத்தம் ரோட்டுக் கிளை – 2 (477, 459, 693, 476)
booth-details: கா.ராஜா, 711, தெற்குத்தெரு, எடுத்தவாய் நத்தம், சின்னசேலம். (126, 2031, 379, 2060)
separator: : (1229, 1159, 1233, 1172)
booth-number: பாகம் 228 (43, 589, 99, 602)
separator: : (485, 1023, 489, 1037)
booth-details: கி.ராம்குமார், 1598/ஏ, மேற்குத்தெரு, எடுத்தவாய்நத்தம், சின்னசேலம். (126, 1996, 318, 2025)
member-details: ரா.அருள்குமார், 110, தெற்குத்தெரு, வாணியந்தல், சங்கராபுரம், கள்ளக்குறிச்சி. (415, 1350, 755, 1379)
member-entry (787, 654, 1127, 732)
member-entry (1159, 1883, 1503, 1914)
role-label: அமைப்பாளர் : (787, 986, 877, 999)
section-subheading: பாக அமைப்பாளர்கள் : (152, 514, 275, 527)
member-entry (415, 867, 755, 960)
booth-number: பாகம் 168 (43, 1960, 99, 1973)
member-entry (415, 830, 755, 861)
member-details: ச.வெங்கடேஷ், 18ஏ, கிழக்குத்தெரு, அரியபெருமானூர், ஆலத்தூர், சங்கராபுரம், கள்ளக்குறிச்சி. (1159, 1622, 1503, 1650)
booth-number: பாகம் 186 (787, 815, 843, 828)
booth-row (43, 1557, 383, 1588)
role-label: அமைப்பாளர் : (787, 1611, 868, 1624)
separator: : (857, 1475, 861, 1489)
